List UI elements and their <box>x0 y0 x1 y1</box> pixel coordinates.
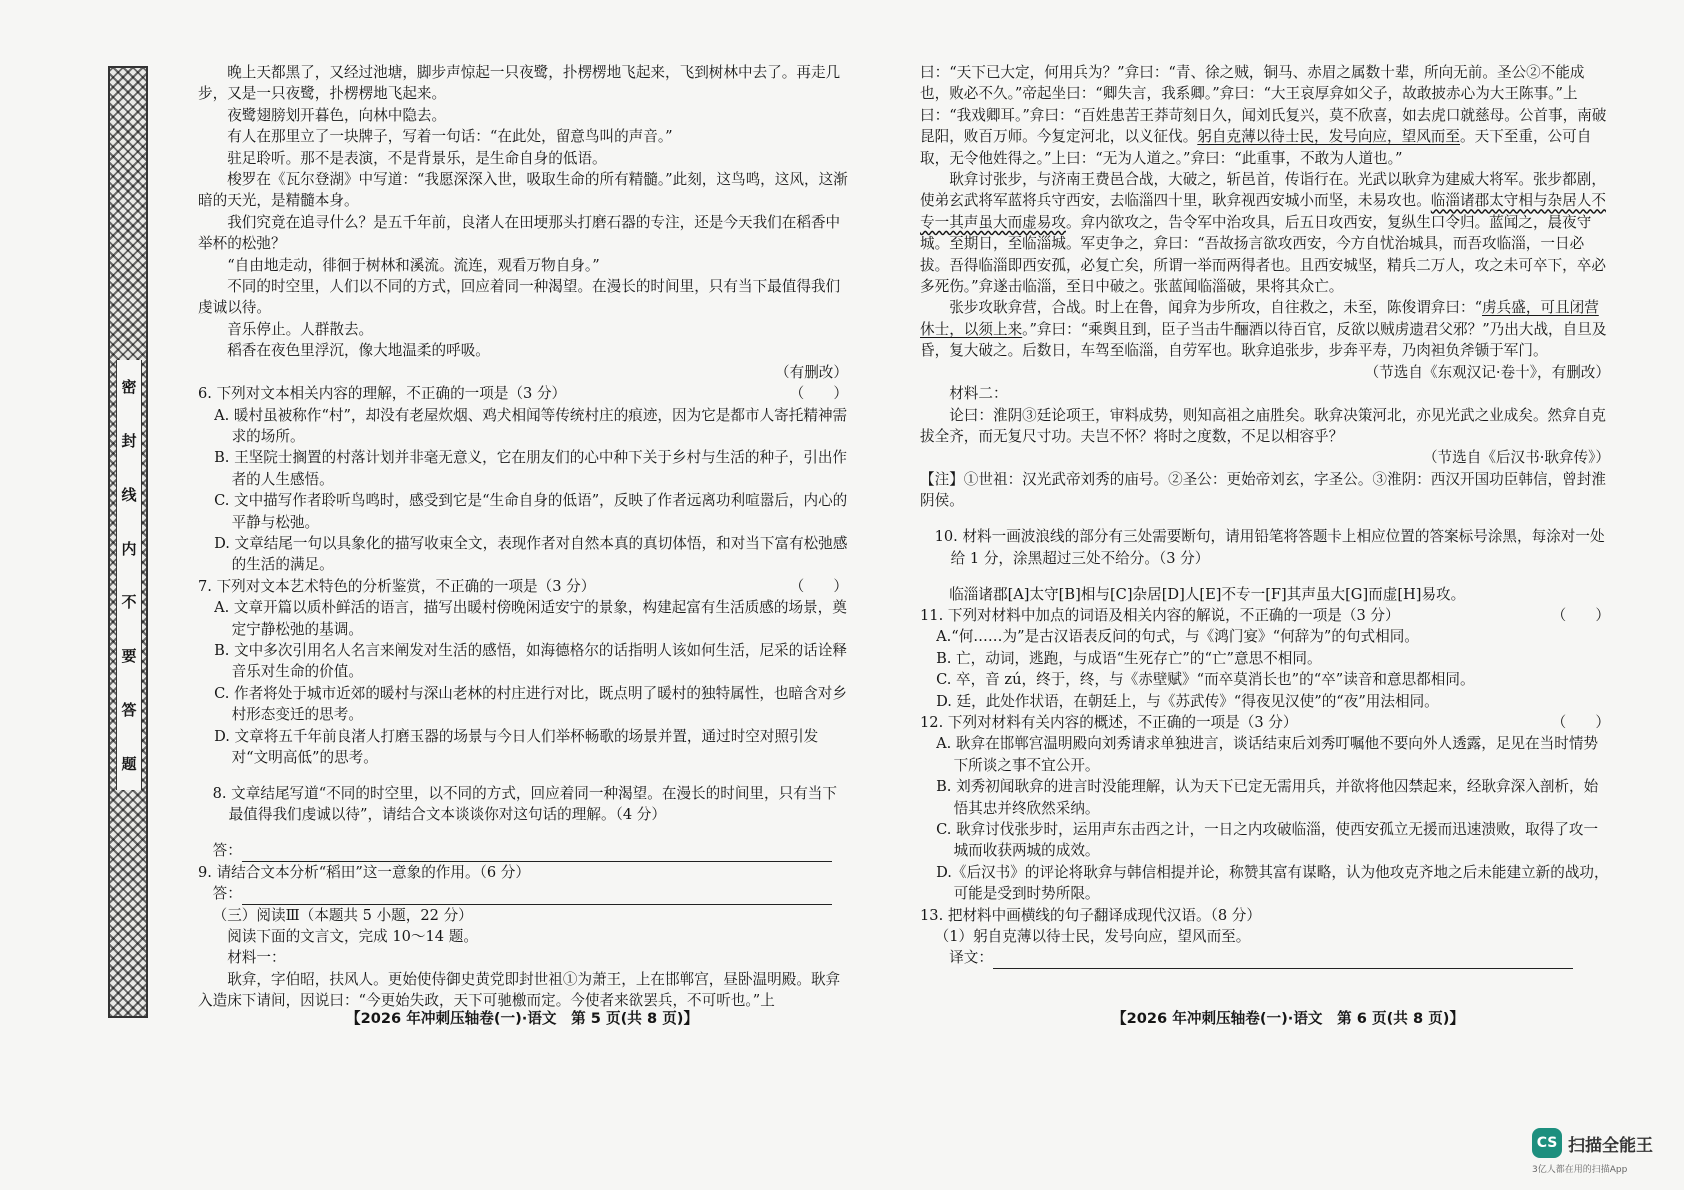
material-paragraph <box>920 62 1610 169</box>
option-d: D.《后汉书》的评论将耿弇与韩信相提并论，称赞其富有谋略，认为他攻克齐地之后未能建立新的战功，可能是受到时势所限。 <box>936 863 1609 903</box>
passage-paragraph: 梭罗在《瓦尔登湖》中写道：“我愿深深入世，吸取生命的所有精髓。”此刻，这鸟鸣，这风，这渐暗的天光，是精髓本身。 <box>198 171 848 210</box>
option-b: B. 亡，动词，逃跑，与成语“生死存亡”的“亡”意思不相同。 <box>936 649 1322 667</box>
option-d: D. 廷，此处作状语，在朝廷上，与《苏武传》“得夜见汉使”的“夜”用法相同。 <box>936 692 1439 710</box>
answer-label: 答： <box>212 885 242 903</box>
material-text: 耿弇，字伯昭，扶风人。更始使侍御史黄党即封世祖①为萧王，上在邯郸宫，昼卧温明殿。耿弇入造床下请间，因说曰：“今更始失政，天下可驰檄而定。今使者来欲罢兵，不可听也。”上 <box>198 970 841 1010</box>
question-13 <box>920 905 1610 969</box>
binding-char: 内 <box>119 540 138 556</box>
option-b: B. 文中多次引用名人名言来阐发对生活的感悟，如海德格尔的话指明人该如何生活，尼采的话诠释音乐对生命的价值。 <box>214 641 848 681</box>
binding-strip <box>116 360 142 790</box>
text-run: 。天下至重，公可自取，无令他姓得之。”上曰：“无为人道之。”弇曰：“此重事，不敢为人道也。” <box>920 128 1592 167</box>
binding-char: 题 <box>119 755 138 771</box>
scanner-logo-icon: CS <box>1532 1128 1562 1158</box>
question-stem: 7. 下列对文本艺术特色的分析鉴赏，不正确的一项是（3 分） <box>198 577 596 595</box>
binding-char: 密 <box>119 379 138 395</box>
passage-paragraph: 我们究竟在追寻什么？是五千年前，良渚人在田埂那头打磨石器的专注，还是今天我们在稻香中举杯的松弛？ <box>198 213 841 253</box>
text-run: 耿弇讨张步，与济南王费邑合战，大破之，斩邑首，传诣行在。光武以耿弇为建威大将军。张步都剧，使弟玄武将军蓝将兵守西安，去临淄四十里，耿弇视西安城小而坚，未易攻也。 <box>920 171 1606 210</box>
passage-paragraph: “自由地走动，徘徊于树林和溪流。流连，观看万物自身。” <box>227 256 600 274</box>
page-footer-right: 【2026 年冲刺压轴卷(一)·语文 第 6 页(共 8 页)】 <box>1112 1010 1465 1027</box>
option-d: D. 文章结尾一句以具象化的描写收束全文，表现作者对自然本真的真切体悟，和对当下富有松弛感的生活的满足。 <box>214 534 848 574</box>
sentence-break-line: 临淄诸郡[A]太守[B]相与[C]杂居[D]人[E]不专一[F]其声虽大[G]而虚[H]易攻。 <box>949 585 1466 603</box>
passage-paragraph: 不同的时空里，人们以不同的方式，回应着同一种渴望。在漫长的时间里，只有当下最值得我们虔诚以待。 <box>198 278 841 317</box>
underlined-sentence: 虏兵盛，可且闭营休士，以须上来 <box>920 299 1599 338</box>
option-d: D. 文章将五千年前良渚人打磨玉器的场景与今日人们举杯畅歌的场景并置，通过时空对照引发对“文明高低”的思考。 <box>214 727 819 766</box>
option-a: A. 暖村虽被称作“村”，却没有老屋炊烟、鸡犬相闻等传统村庄的痕迹，因为它是都市人寄托精神需求的场所。 <box>214 406 848 445</box>
binding-margin <box>108 66 148 1018</box>
binding-char: 答 <box>119 701 138 717</box>
option-c: C. 作者将处于城市近郊的暖村与深山老林的村庄进行对比，既点明了暖村的独特属性，也暗含对乡村形态变迁的思考。 <box>214 684 847 724</box>
option-a: A. 文章开篇以质朴鲜活的语言，描写出暖村傍晚闲适安宁的景象，构建起富有生活质感的场景，奠定宁静松弛的基调。 <box>214 599 847 638</box>
answer-parentheses: （ ） <box>789 577 848 595</box>
question-stem: 6. 下列对文本相关内容的理解，不正确的一项是（3 分） <box>198 385 567 403</box>
section-instruction: 阅读下面的文言文，完成 10～14 题。 <box>227 928 478 946</box>
question-stem: 11. 下列对材料中加点的词语及相关内容的解说，不正确的一项是（3 分） <box>920 606 1400 624</box>
question-stem: 8. 文章结尾写道“不同的时空里，以不同的方式，回应着同一种渴望。在漫长的时间里，只有当下最值得我们虔诚以待”，请结合文本谈谈你对这句话的理解。（4 分） <box>212 785 837 824</box>
material-source: （节选自《后汉书·耿弇传》） <box>1422 449 1610 467</box>
binding-char: 封 <box>119 433 138 449</box>
text-run: 。”弇曰：“乘舆且到，臣子当击牛酾酒以待百官，反欲以贼虏遗君父邪？”乃出大战，自旦及昏，复大破之。后数日，车驾至临淄，自劳军也。耿弇追张步，步奔平寿，乃肉袒负斧锧于军门。 <box>920 320 1607 360</box>
question-8 <box>198 783 848 862</box>
question-stem: 10. 材料一画波浪线的部分有三处需要断句，请用铅笔将答题卡上相应位置的答案标号涂黑，每涂对一处给 1 分，涂黑超过三处不给分。（3 分） <box>934 528 1605 567</box>
question-stem: 9. 请结合文本分析“稻田”这一意象的作用。（6 分） <box>198 863 530 881</box>
option-c: C. 耿弇讨伐张步时，运用声东击西之计，一日之内攻破临淄，使西安孤立无援而迅速溃败，取得了攻一城而收获两城的成效。 <box>936 821 1599 860</box>
text-run: 曰：“天下已大定，何用兵为？”弇曰：“青、徐之贼，铜马、赤眉之属数十辈，所向无前。圣公②不能成也，败必不久。”帝起坐曰：“卿失言，我系卿。”弇曰：“大王哀厚弇如父子，故敢披赤心为大王陈事。”上曰：“我戏卿耳。”弇曰：“百姓患苦王莽苛刻日久，闻刘氏复兴，莫不欣喜，如去虎口就慈母。公首事，南破昆阳，败百万师。今复定河北，以义征伐。 <box>920 64 1607 146</box>
material-label: 材料一： <box>227 949 286 967</box>
question-stem: 13. 把材料中画横线的句子翻译成现代汉语。（8 分） <box>920 906 1261 924</box>
question-11 <box>920 605 1610 712</box>
passage-paragraph: 稻香在夜色里浮沉，像大地温柔的呼吸。 <box>227 342 490 360</box>
binding-warning <box>117 360 141 790</box>
answer-line[interactable] <box>993 968 1573 969</box>
answer-label: 答： <box>212 842 242 860</box>
binding-char: 不 <box>119 594 138 610</box>
option-a: A. 耿弇在邯郸宫温明殿向刘秀请求单独进言，谈话结束后刘秀叮嘱他不要向外人透露，足见在当时情势下所谈之事不宜公开。 <box>936 735 1599 774</box>
answer-parentheses: （ ） <box>1551 713 1610 731</box>
material-paragraph <box>920 297 1610 361</box>
scanner-tagline: 3亿人都在用的扫描App <box>1532 1165 1628 1175</box>
option-a: A.“何……为”是古汉语表反问的句式，与《鸿门宴》“何辞为”的句式相同。 <box>936 628 1419 646</box>
page-5 <box>198 62 848 1012</box>
page-6 <box>920 62 1610 969</box>
option-c: C. 卒，音 zú，终于，终，与《赤壁赋》“而卒莫消长也”的“卒”读音和意思都相同。 <box>936 671 1475 689</box>
scanner-app-name: 扫描全能王 <box>1568 1136 1653 1156</box>
binding-char: 要 <box>119 648 138 664</box>
binding-char: 线 <box>119 486 138 502</box>
text-run: 张步攻耿弇营，合战。时上在鲁，闻弇为步所攻，自往救之，未至，陈俊谓弇曰：“ <box>949 299 1483 317</box>
passage-paragraph: 晚上天都黑了，又经过池塘，脚步声惊起一只夜鹭，扑楞楞地飞起来，飞到树林中去了。再走几步，又是一只夜鹭，扑楞楞地飞起来。 <box>198 64 841 103</box>
passage-paragraph: 夜鹭翅膀划开暮色，向林中隐去。 <box>227 106 447 124</box>
answer-parentheses: （ ） <box>789 385 848 403</box>
material-source: （节选自《东观汉记·卷十》，有删改） <box>1364 363 1610 381</box>
page-footer-left: 【2026 年冲刺压轴卷(一)·语文 第 5 页(共 8 页)】 <box>346 1010 699 1027</box>
material-paragraph <box>920 169 1610 297</box>
question-7 <box>198 576 848 769</box>
underlined-sentence: 躬自克薄以待士民，发号向应，望风而至 <box>1197 128 1460 146</box>
option-c: C. 文中描写作者聆听鸟鸣时，感受到它是“生命自身的低语”，反映了作者远离功利喧嚣后，内心的平静与松弛。 <box>214 492 848 531</box>
sub-question: （1）躬自克薄以待士民，发号向应，望风而至。 <box>934 928 1251 946</box>
answer-parentheses: （ ） <box>1551 606 1610 624</box>
question-6 <box>198 383 848 576</box>
footnote: 【注】①世祖：汉光武帝刘秀的庙号。②圣公：更始帝刘玄，字圣公。③淮阴：西汉开国功臣韩信，曾封淮阴侯。 <box>920 470 1606 510</box>
answer-label: 译文： <box>949 949 993 967</box>
wavy-underlined-sentence: 临淄诸郡太守相与杂居人不专一其声虽大而虚易攻 <box>920 192 1606 231</box>
passage-paragraph: 驻足聆听。那不是表演，不是背景乐，是生命自身的低语。 <box>227 149 607 167</box>
question-12 <box>920 712 1610 905</box>
option-b: B. 王坚院士搁置的村落计划并非毫无意义，它在朋友们的心中种下关于乡村与生活的种子，引出作者的人生感悟。 <box>214 449 848 488</box>
passage-source: （有删改） <box>775 363 848 381</box>
question-9 <box>198 862 848 905</box>
question-stem: 12. 下列对材料有关内容的概述，不正确的一项是（3 分） <box>920 713 1298 731</box>
option-b: B. 刘秀初闻耿弇的进言时没能理解，认为天下已定无需用兵，并欲将他囚禁起来，经耿弇深入剖析，始悟其忠并终欣然采纳。 <box>936 778 1599 817</box>
passage-paragraph: 有人在那里立了一块牌子，写着一句话：“在此处，留意鸟叫的声音。” <box>227 128 673 146</box>
text-run: 。弇内欲攻之，告令军中治攻具，后五日攻西安，复纵生口令归。蓝闻之，晨夜守城。至期日，至临淄城。军吏争之，弇曰：“吾故扬言欲攻西安，今方自忧治城具，而吾攻临淄，一日必拔。吾得临淄即西安孤，必复亡矣，所谓一举而两得者也。且西安城坚，精兵二万人，攻之未可卒下，卒必多死伤。”弇遂击临淄，至日中破之。张蓝闻临淄破，果将其众亡。 <box>920 213 1606 296</box>
question-10 <box>920 526 1610 605</box>
passage-paragraph: 音乐停止。人群散去。 <box>227 320 374 338</box>
material-text: 论曰：淮阴③廷论项王，审料成势，则知高祖之庙胜矣。耿弇决策河北，亦见光武之业成矣。然弇自克拔全齐，而无复尺寸功。夫岂不怀？将时之度数，不足以相容乎？ <box>920 406 1606 445</box>
section-title: （三）阅读Ⅲ（本题共 5 小题，22 分） <box>212 906 473 924</box>
scanner-watermark <box>1532 1128 1682 1176</box>
material-label: 材料二： <box>949 385 1008 403</box>
